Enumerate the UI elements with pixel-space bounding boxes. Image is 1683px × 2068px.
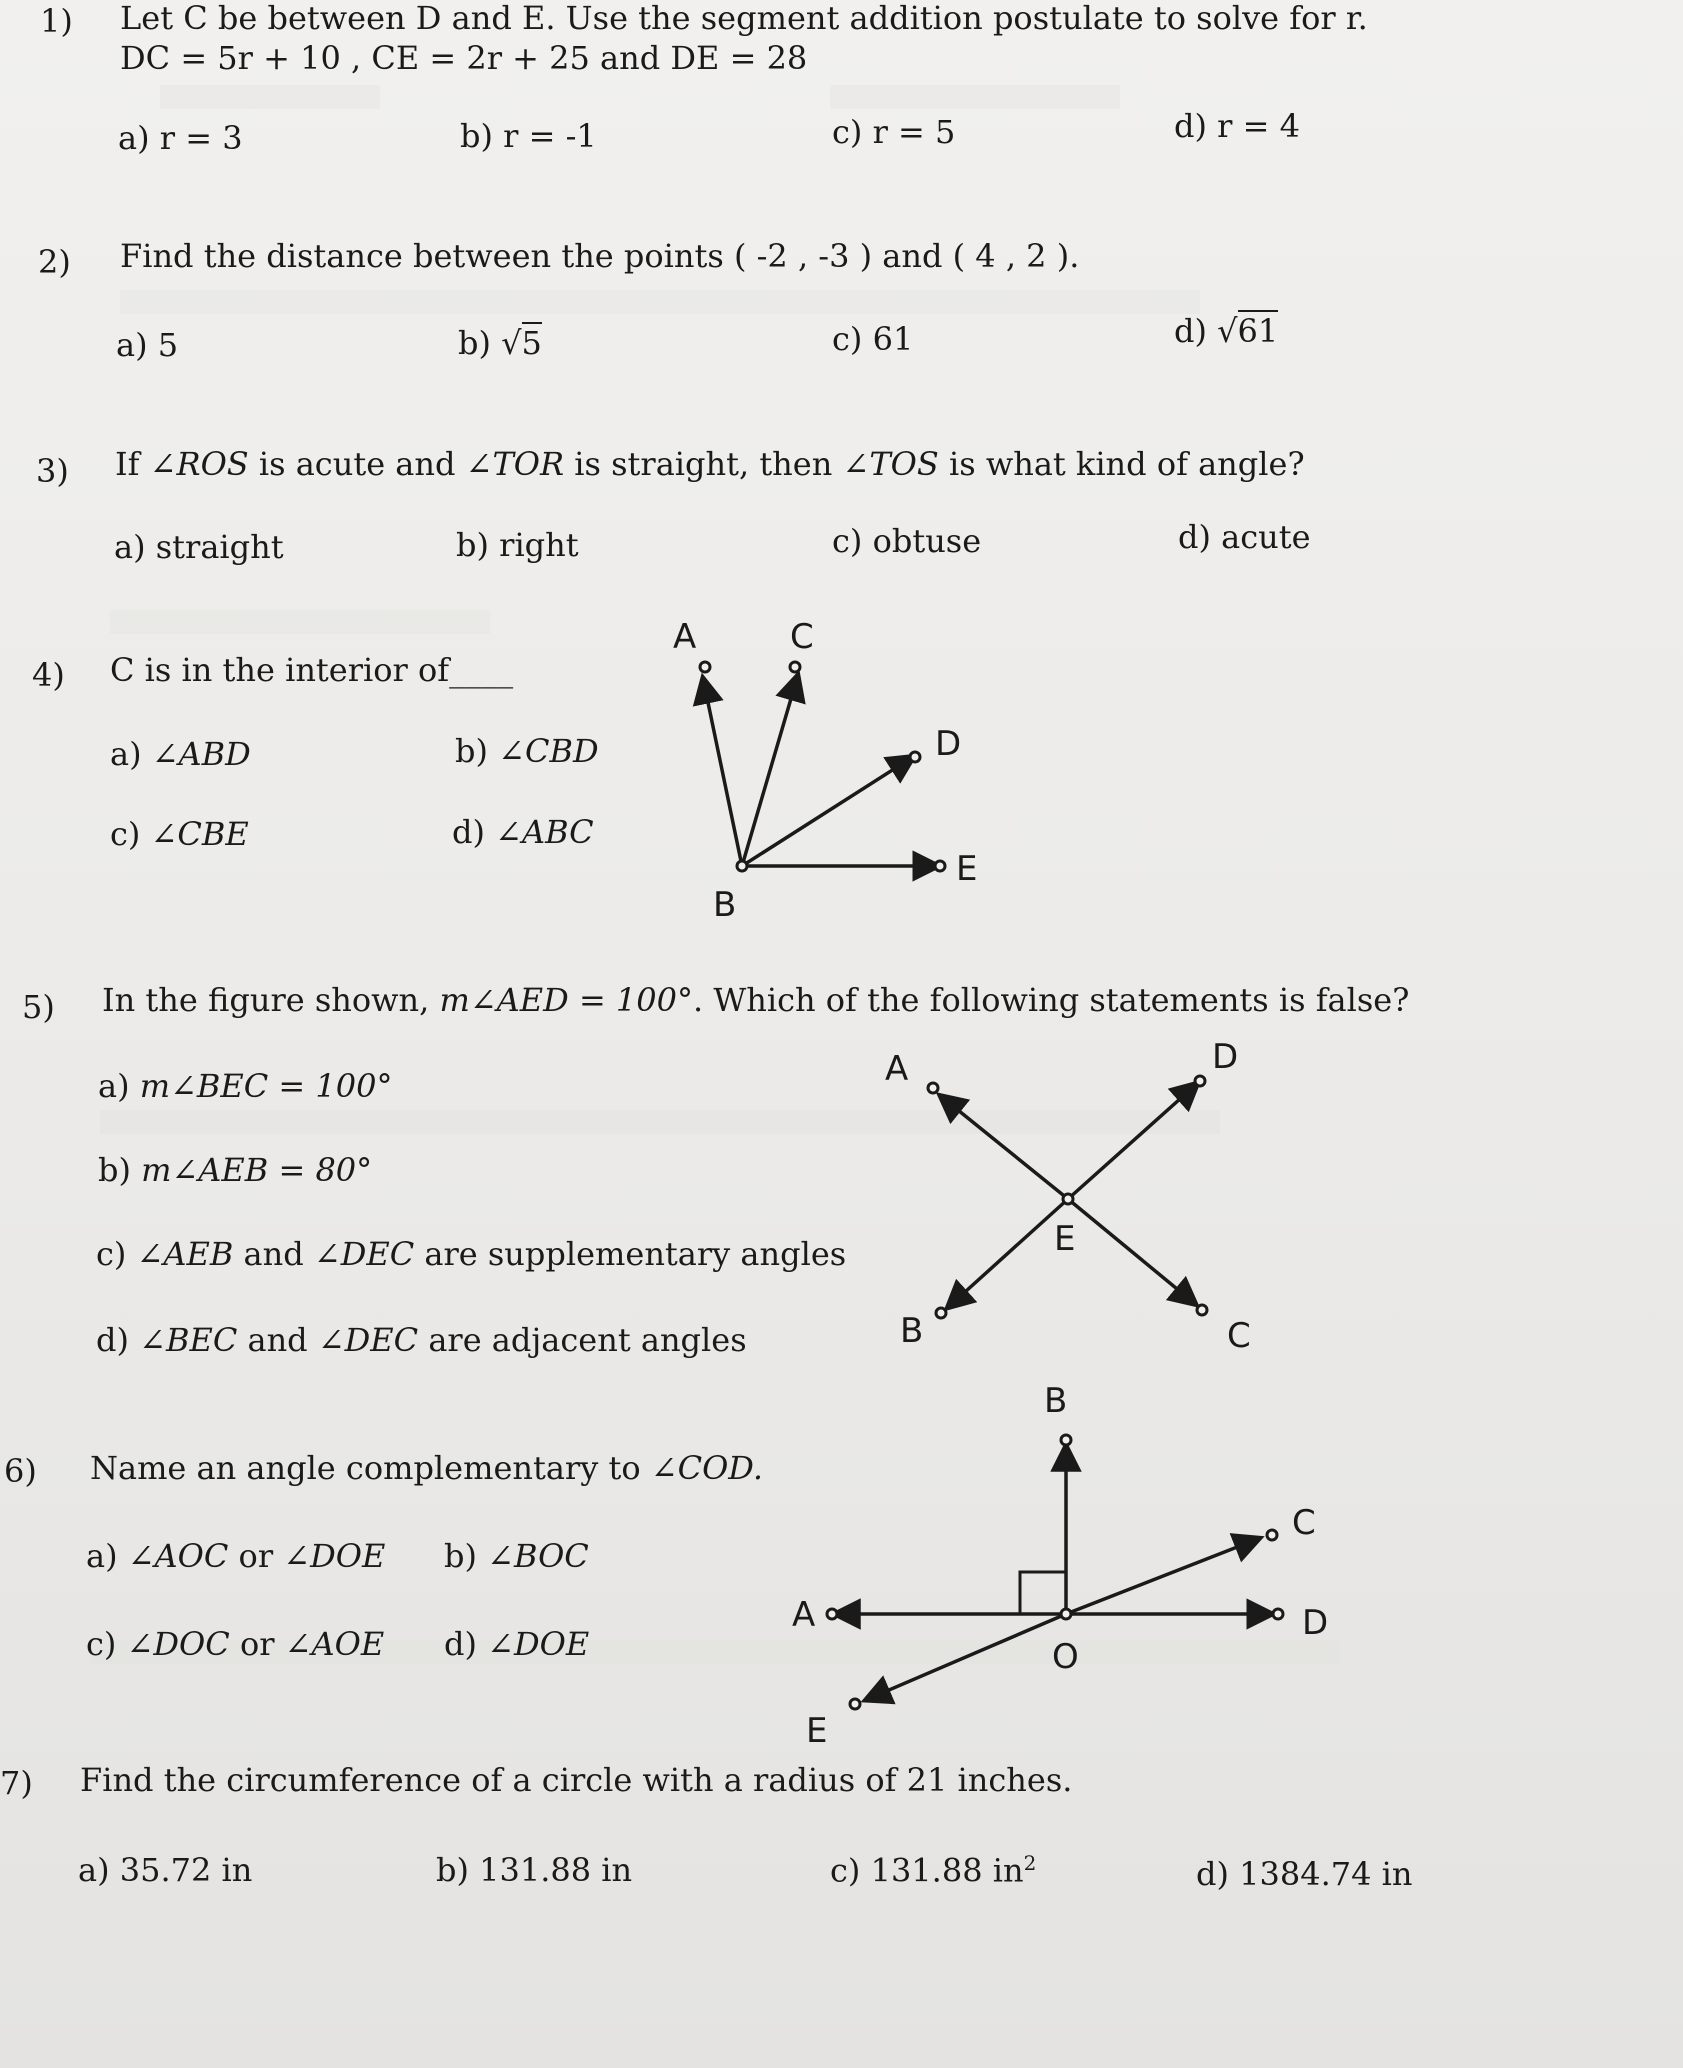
q2-choice-a[interactable]: a) 5 [116,326,179,364]
q3-text-pre: If [115,445,140,483]
q5-choice-c-angle1: ∠AEB [136,1235,234,1273]
q5-label-c: C [1227,1316,1251,1356]
q6-angle-cod: ∠COD. [650,1449,763,1487]
q2-text: Find the distance between the points ( -2 , -3 ) and ( 4 , 2 ). [120,237,1080,275]
q5-choice-c-and: and [243,1235,304,1273]
q5-choice-d-and: and [247,1321,308,1359]
q3-text [115,446,1305,483]
q5-text-post: . Which of the following statements is false? [693,981,1410,1019]
q3-text-mid1: is acute and [258,445,456,483]
q6-choice-a-label: a) [86,1537,118,1575]
q5-choice-d-angle1: ∠BEC [139,1321,238,1359]
q4-choice-b-label: b) [455,732,488,770]
q6-choice-a-angle1: ∠AOC [127,1537,229,1575]
q5-choice-d[interactable] [96,1322,747,1359]
q3-text-post: is what kind of angle? [948,445,1305,483]
q6-choice-c-label: c) [86,1625,117,1663]
q4-choice-d-label: d) [452,813,485,851]
q4-choice-d[interactable] [452,814,594,851]
q5-choice-a[interactable] [98,1068,392,1105]
q7-choice-c[interactable] [830,1852,1036,1889]
q3-choice-b[interactable]: b) right [456,526,579,564]
sqrt-symbol: √ [1217,312,1238,350]
q4-choice-c-label: c) [110,815,141,853]
q6-choice-b-angle: ∠BOC [487,1537,589,1575]
q6-choice-d-angle: ∠DOE [487,1625,590,1663]
q5-choice-b-label: b) [98,1151,131,1189]
q6-label-b: B [1044,1381,1068,1421]
q6-choice-a-angle2: ∠DOE [283,1537,386,1575]
q5-label-a: A [885,1049,909,1089]
q1-choice-a[interactable]: a) r = 3 [118,119,243,157]
q5-choice-c-post: are supplementary angles [424,1235,847,1273]
q6-choice-b[interactable] [444,1538,589,1575]
q4-choice-b[interactable] [455,733,599,770]
q6-choice-d[interactable] [444,1626,589,1663]
q5-choice-b[interactable] [98,1152,372,1189]
q1-choice-d[interactable]: d) r = 4 [1174,107,1300,145]
q7-text: Find the circumference of a circle with a radius of 21 inches. [80,1761,1073,1799]
q6-choice-c-angle2: ∠AOE [284,1625,385,1663]
q5-text [102,982,1409,1019]
q7-choice-a[interactable]: a) 35.72 in [78,1851,253,1889]
q2-choice-b[interactable] [458,325,542,362]
q3-text-mid2: is straight, then [574,445,833,483]
q4-label-c: C [790,617,814,657]
q7-choice-c-exponent: 2 [1023,1851,1037,1875]
q6-choice-c[interactable] [86,1626,384,1663]
q4-choice-a-label: a) [110,735,142,773]
q6-number: 6) [4,1452,37,1490]
q5-label-b: B [900,1311,924,1351]
q1-number: 1) [40,2,73,40]
q5-choice-a-label: a) [98,1067,130,1105]
q3-angle-tor: ∠TOR [465,445,565,483]
q6-label-d: D [1302,1603,1329,1643]
q4-label-d: D [935,724,962,764]
q3-angle-ros: ∠ROS [149,445,249,483]
q4-choice-a[interactable] [110,736,251,773]
q4-choice-c-angle: ∠CBE [150,815,249,853]
q2-number: 2) [38,243,71,281]
q6-choice-d-label: d) [444,1625,477,1663]
q3-angle-tos: ∠TOS [842,445,939,483]
q6-label-o: O [1052,1637,1079,1677]
q4-label-b: B [713,885,737,925]
q2-choice-d-radicand: 61 [1237,312,1279,350]
q3-choice-c[interactable]: c) obtuse [832,522,982,560]
q2-choice-b-label: b) [458,324,491,362]
q5-choice-c-label: c) [96,1235,127,1273]
q7-choice-c-text: c) 131.88 in [830,1851,1024,1890]
q1-text-line2: DC = 5r + 10 , CE = 2r + 25 and DE = 28 [120,39,808,77]
q4-choice-b-angle: ∠CBD [498,732,599,770]
q5-choice-d-angle2: ∠DEC [317,1321,419,1359]
q7-number: 7) [0,1764,33,1802]
q6-label-e: E [806,1711,828,1751]
q6-choice-a-or: or [238,1537,274,1575]
q2-choice-d[interactable] [1174,313,1278,350]
q4-label-a: A [673,617,697,657]
q7-choice-d[interactable]: d) 1384.74 in [1196,1855,1413,1893]
q5-choice-c-angle2: ∠DEC [313,1235,415,1273]
q2-choice-c[interactable]: c) 61 [832,320,914,358]
q5-choice-b-text: m∠AEB = 80° [141,1151,373,1189]
q4-choice-d-angle: ∠ABC [495,813,594,851]
q4-choice-c[interactable] [110,816,249,853]
q7-choice-b[interactable]: b) 131.88 in [436,1851,633,1889]
q5-label-d: D [1212,1037,1239,1077]
q1-choice-b[interactable]: b) r = -1 [460,117,597,155]
q6-choice-a[interactable] [86,1538,385,1575]
q5-choice-d-label: d) [96,1321,129,1359]
q3-choice-d[interactable]: d) acute [1178,518,1311,556]
q2-choice-b-radicand: 5 [521,324,542,362]
q4-choice-a-angle: ∠ABD [151,735,251,773]
q5-text-pre: In the figure shown, [102,981,430,1019]
q6-label-c: C [1292,1503,1316,1543]
q6-text-pre: Name an angle complementary to [90,1449,641,1487]
q6-text [90,1450,763,1487]
q5-label-e: E [1054,1219,1076,1259]
q6-choice-c-angle1: ∠DOC [126,1625,230,1663]
q4-text: C is in the interior of____ [110,651,514,689]
q5-choice-d-post: are adjacent angles [428,1321,747,1359]
q3-choice-a[interactable]: a) straight [114,528,284,566]
q5-given: m∠AED = 100° [439,981,693,1019]
q4-number: 4) [32,656,65,694]
sqrt-symbol: √ [501,324,522,362]
q3-number: 3) [36,452,69,490]
q6-choice-b-label: b) [444,1537,477,1575]
q6-choice-c-or: or [239,1625,275,1663]
q2-choice-d-label: d) [1174,312,1207,350]
q1-choice-c[interactable]: c) r = 5 [832,113,956,151]
q5-choice-c[interactable] [96,1236,846,1273]
q5-number: 5) [22,988,55,1026]
q4-label-e: E [956,849,978,889]
q6-label-a: A [792,1595,816,1635]
q5-choice-a-text: m∠BEC = 100° [139,1067,393,1105]
q1-text-line1: Let C be between D and E. Use the segment addition postulate to solve for r. [120,0,1368,37]
